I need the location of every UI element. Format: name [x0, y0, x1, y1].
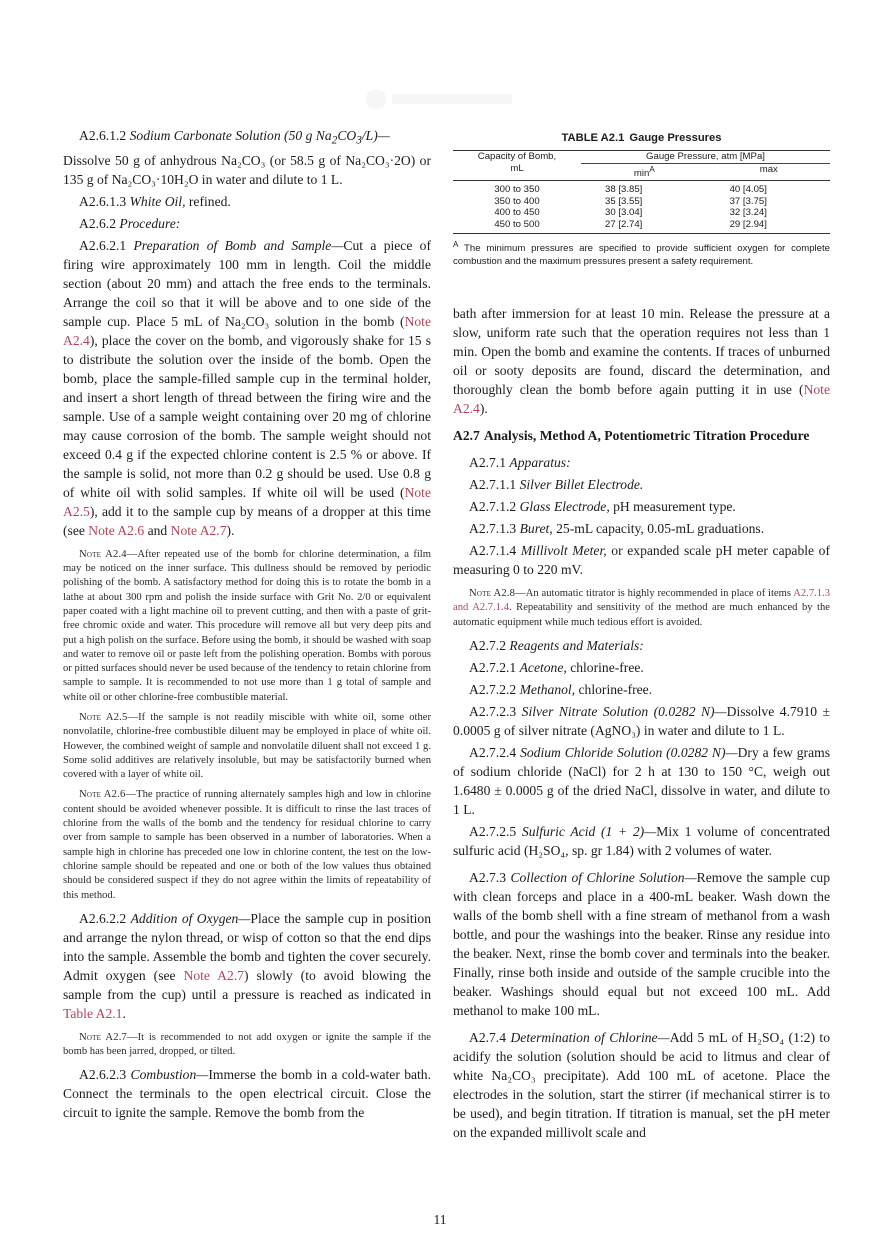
paragraph-a2-6-1-2: A2.6.1.2 Sodium Carbonate Solution (50 g $Na_2CO_3/L)—$ Dissolve 50 g of anhydrous Na₂CO₃ (or 58.5 g of Na₂CO₃·2O) or 135 g of Na₂CO₃·10H₂O in water and dilute to 1 L. [63, 128, 431, 187]
table-a2-1 [453, 132, 830, 268]
paragraph-a2-7-1-2: A2.7.1.2 Glass Electrode, pH measurement type. [469, 498, 736, 514]
table-header-max: max [759, 163, 778, 175]
paragraph-a2-6-2-3: A2.6.2.3 Combustion—Immerse the bomb in a cold-water bath. Connect the terminals to the open electrical circuit. Close the circuit to ignite the sample. Remove the bomb from the [63, 1067, 431, 1121]
paragraph-a2-7-3: A2.7.3 Collection of Chlorine Solution—Remove the sample cup with clean forceps and place in a 400-mL beaker. Wash down the walls of the bomb shell with a fine stream of methanol from a wash bottle, and pour the washings into the beaker. Rinse any residue into the beaker. Next, rinse the bomb cover and terminals into the beaker. Finally, rinse both inside and outside of the sample crucible into the beaker. Washings should equal but not exceed 100 mL. Add methanol to make 100 mL. [453, 869, 830, 1018]
paragraph-a2-7-2: A2.7.2 Reagents and Materials: [469, 637, 644, 653]
table-title: TABLE A2.1 Gauge Pressures [561, 132, 722, 144]
section-link[interactable]: A2.7.1.3 and A2.7.1.4 [453, 587, 831, 614]
table-cell: 30 [3.04] [605, 207, 643, 219]
paragraph-a2-7-2-1: A2.7.2.1 Acetone, chlorine-free. [469, 659, 644, 675]
table-cell: 27 [2.74] [605, 219, 643, 231]
note-a2-8: Note A2.8—An automatic titrator is highly recommended in place of items A2.7.1.3 and A2.7.1.4. Repeatability and sensitivity of the method are much enhanced by the automatic equipment while much tedious effort is avoided. [453, 587, 831, 628]
table-header-capacity: Capacity of Bomb, mL [477, 151, 557, 174]
page-number: 11 [433, 1212, 447, 1227]
note-a2-4: Note A2.4—After repeated use of the bomb for chlorine determination, a film may be noticed on the inner surface. This dullness should be removed by periodic polishing of the bomb. A satisfactory method for doing this is to rotate the bomb in a lathe at about 300 rpm and polish the inside surface with Grit No. 2/0 or equivalent paper coated with a light machine oil to prevent cutting, and then with a paste of grit-free chromic oxide and water. This procedure will remove all but very deep pits and put a high polish on the surface. Before using the bomb, it should be washed with soap and water to remove oil or paste left from the polishing operation. Bombs with porous or pitted surfaces should never be used because of the tendency to retain chlorine from sample to sample. It is recommended to not use more than 1 g total of sample and white oil or other chlorine-free combustible material. [63, 548, 431, 703]
paragraph-a2-7-2-5: A2.7.2.5 Sulfuric Acid (1 + 2)—Mix 1 volume of concentrated sulfuric acid (H₂SO₄, sp. gr 1.84) with 2 volumes of water. [453, 823, 830, 858]
paragraph-a2-7-1-3: A2.7.1.3 Buret, 25-mL capacity, 0.05-mL graduations. [469, 520, 765, 536]
paragraph-a2-7-2-2: A2.7.2.2 Methanol, chlorine-free. [469, 681, 653, 697]
table-cell: 40 [4.05] [729, 183, 767, 195]
table-link[interactable]: Table A2.1 [63, 1005, 123, 1021]
paragraph-a2-7-1: A2.7.1 Apparatus: [469, 454, 571, 470]
note-link[interactable]: Note A2.4 [63, 313, 431, 348]
paragraph-a2-7-2-3: A2.7.2.3 Silver Nitrate Solution (0.0282 N)—Dissolve 4.7910 ± 0.0005 g of silver nitrate (AgNO₃) in water and dilute to 1 L. [453, 703, 830, 738]
table-cell: 400 to 450 [494, 207, 540, 219]
table-cell: 29 [2.94] [729, 219, 767, 231]
table-footnote: $^A$ The minimum pressures are specified to provide sufficient oxygen for complete combustion and the maximum pressures present a safety requirement. [453, 239, 830, 267]
left-column [63, 126, 431, 1130]
paragraph-a2-7-1-4: A2.7.1.4 Millivolt Meter, or expanded scale pH meter capable of measuring 0 to 220 mV. [453, 542, 831, 577]
paragraph-a2-6-2-2: A2.6.2.2 Addition of Oxygen—Place the sample cup in position and arrange the nylon thread, or wisp of cotton so that the end dips into the sample. Assemble the bomb and tighten the cover securely. Admit oxygen (see Note A2.7) slowly (to avoid blowing the sample from the cup) until a pressure is reached as indicated in Table A2.1. [63, 910, 431, 1021]
paragraph-continuation: bath after immersion for at least 10 min. Release the pressure at a slow, uniform rate such that the operation requires not less than 1 min. Open the bomb and examine the contents. If traces of unburned oil or sooty deposits are found, discard the determination, and thoroughly clean the bomb before again putting it in use (Note A2.4). [453, 305, 830, 416]
paragraph-a2-6-2-1: A2.6.2.1 Preparation of Bomb and Sample—Cut a piece of firing wire approximately 100 mm in length. Coil the middle section (about 20 mm) and attach the free ends to the terminals. Arrange the coil so that it will be above and to one side of the sample cup. Place 5 mL of Na₂CO₃ solution in the bomb (Note A2.4), place the cover on the bomb, and vigorously shake for 15 s to distribute the solution over the inside of the bomb. Open the bomb, place the sample-filled sample cup in the terminal holder, and insert a short length of thread between the firing wire and the sample. Use of a sample weight containing over 20 mg of chlorine may cause corrosion of the bomb. The sample weight should not exceed 0.4 g if the expected chlorine content is 2.5 % or above. If the sample is solid, not more than 0.2 g should be used. Use 0.8 g of white oil with solid samples. If white oil will be used (Note A2.5), add it to the sample cup by means of a dropper at this time (see Note A2.6 and Note A2.7). [63, 237, 431, 538]
section-heading-a2-7: A2.7 Analysis, Method A, Potentiometric Titration Procedure [453, 427, 810, 443]
right-column [453, 126, 830, 1150]
paragraph-a2-7-1-1: A2.7.1.1 Silver Billet Electrode. [469, 476, 644, 492]
table-cell: 32 [3.24] [729, 207, 767, 219]
watermark-logo [362, 86, 522, 112]
table-cell: 38 [3.85] [605, 183, 643, 195]
table-header-min: $\min^A$ [633, 164, 655, 179]
paragraph-a2-7-4: A2.7.4 Determination of Chlorine—Add 5 mL of H₂SO₄ (1:2) to acidify the solution (solution should be acid to litmus and clear of white Na₂CO₃ precipitate). Add 100 mL of acetone. Place the electrodes in the solution, start the stirrer (if mechanical stirrer is to be used), and begin titration. If titration is manual, set the pH meter on the expanded millivolt scale and [453, 1029, 830, 1140]
note-a2-7: Note A2.7—It is recommended to not add oxygen or ignite the sample if the bomb has been jarred, dropped, or tilted. [63, 1031, 431, 1058]
table-cell: 450 to 500 [494, 219, 540, 231]
table-cell: 35 [3.55] [605, 195, 643, 207]
paragraph-a2-6-1-3: A2.6.1.3 White Oil, refined. [79, 193, 231, 209]
note-link[interactable]: Note A2.7 [183, 967, 244, 983]
paragraph-a2-7-2-4: A2.7.2.4 Sodium Chloride Solution (0.0282 N)—Dry a few grams of sodium chloride (NaCl) for 2 h at 130 to 150 °C, weigh out 1.6480 ± 0.0005 g of the dried NaCl, dissolve in water, and dilute to 1 L. [453, 744, 830, 817]
note-link[interactable]: Note A2.7 [170, 522, 227, 538]
table-cell: 350 to 400 [494, 195, 540, 207]
note-link[interactable]: Note A2.5 [63, 484, 431, 519]
note-a2-6: Note A2.6—The practice of running alternately samples high and low in chlorine content should be avoided whenever possible. It is difficult to rinse the last traces of chlorine from the walls of the bomb and the tendency for residual chlorine to carry over from sample to sample has been observed in a number of laboratories. When a sample high in chlorine has preceded one low in chlorine content, the test on the low-chlorine sample should be repeated and one or both of the low values thus obtained should be considered suspect if they do not agree within the limits of repeatability of this method. [63, 789, 431, 901]
gauge-pressure-table [453, 150, 830, 234]
table-header-gauge: Gauge Pressure, atm [MPa] [581, 151, 830, 164]
note-a2-5: Note A2.5—If the sample is not readily miscible with white oil, some other nonvolatile, chlorine-free combustible diluent may be employed in place of white oil. However, the combined weight of sample and nonvolatile diluent shall not exceed 1 g. Some solid additives are relatively insoluble, but may be satisfactorily burned when covered with a layer of white oil. [63, 711, 431, 781]
table-cell: 37 [3.75] [729, 195, 767, 207]
paragraph-a2-6-2: A2.6.2 Procedure: [79, 215, 181, 231]
table-cell: 300 to 350 [494, 183, 540, 195]
note-link[interactable]: Note A2.6 [88, 522, 145, 538]
note-link[interactable]: Note A2.4 [453, 381, 830, 416]
